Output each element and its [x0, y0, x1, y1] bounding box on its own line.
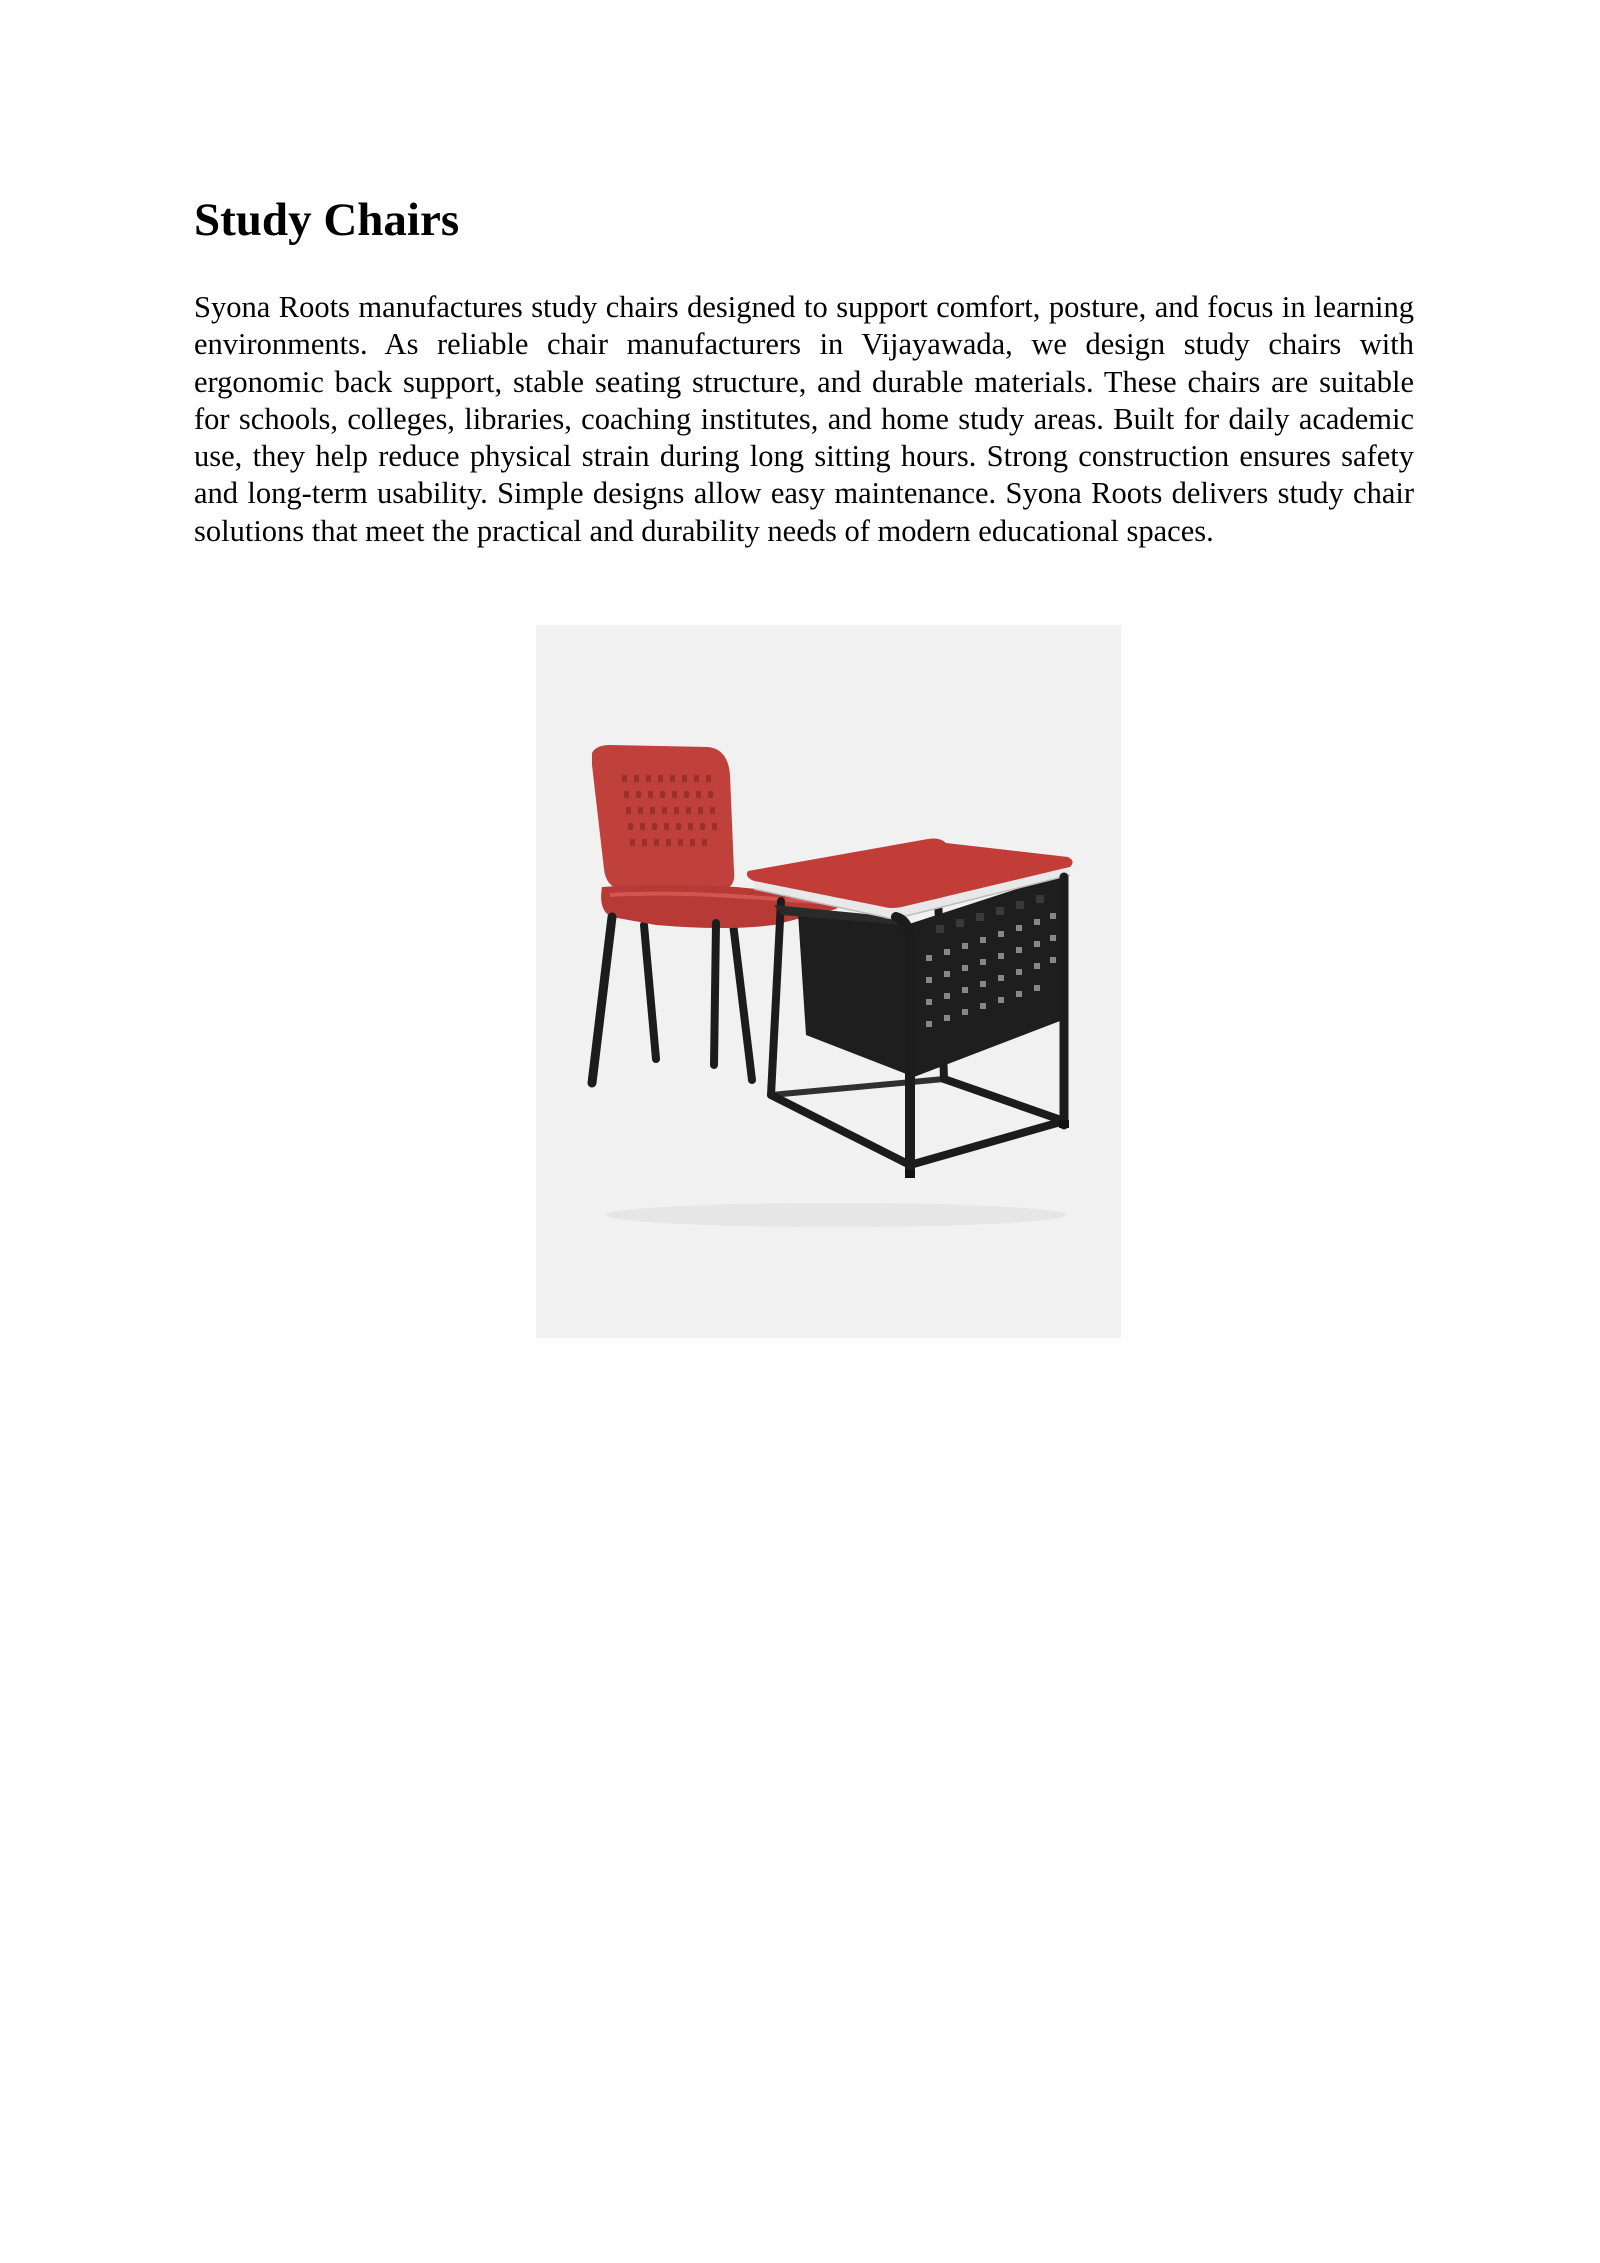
chair-desk-illustration-icon — [536, 625, 1121, 1338]
body-paragraph: Syona Roots manufactures study chairs designed to support comfort, posture, and focus in learning environments. As reliable chair manufacturers in Vijayawada, we design study chairs with ergonomic back support, stable seating structure, and durable materials. These chairs are suitable for schools, colleges, libraries, coaching institutes, and home study areas. Built for daily academic use, they help reduce physical strain during long sitting hours. Strong construction ensures safety and long-term usability. Simple designs allow easy maintenance. Syona Roots delivers study chair solutions that meet the practical and durability needs of modern educational spaces. — [194, 290, 1414, 548]
product-image — [536, 625, 1121, 1338]
page-title: Study Chairs — [194, 194, 460, 246]
